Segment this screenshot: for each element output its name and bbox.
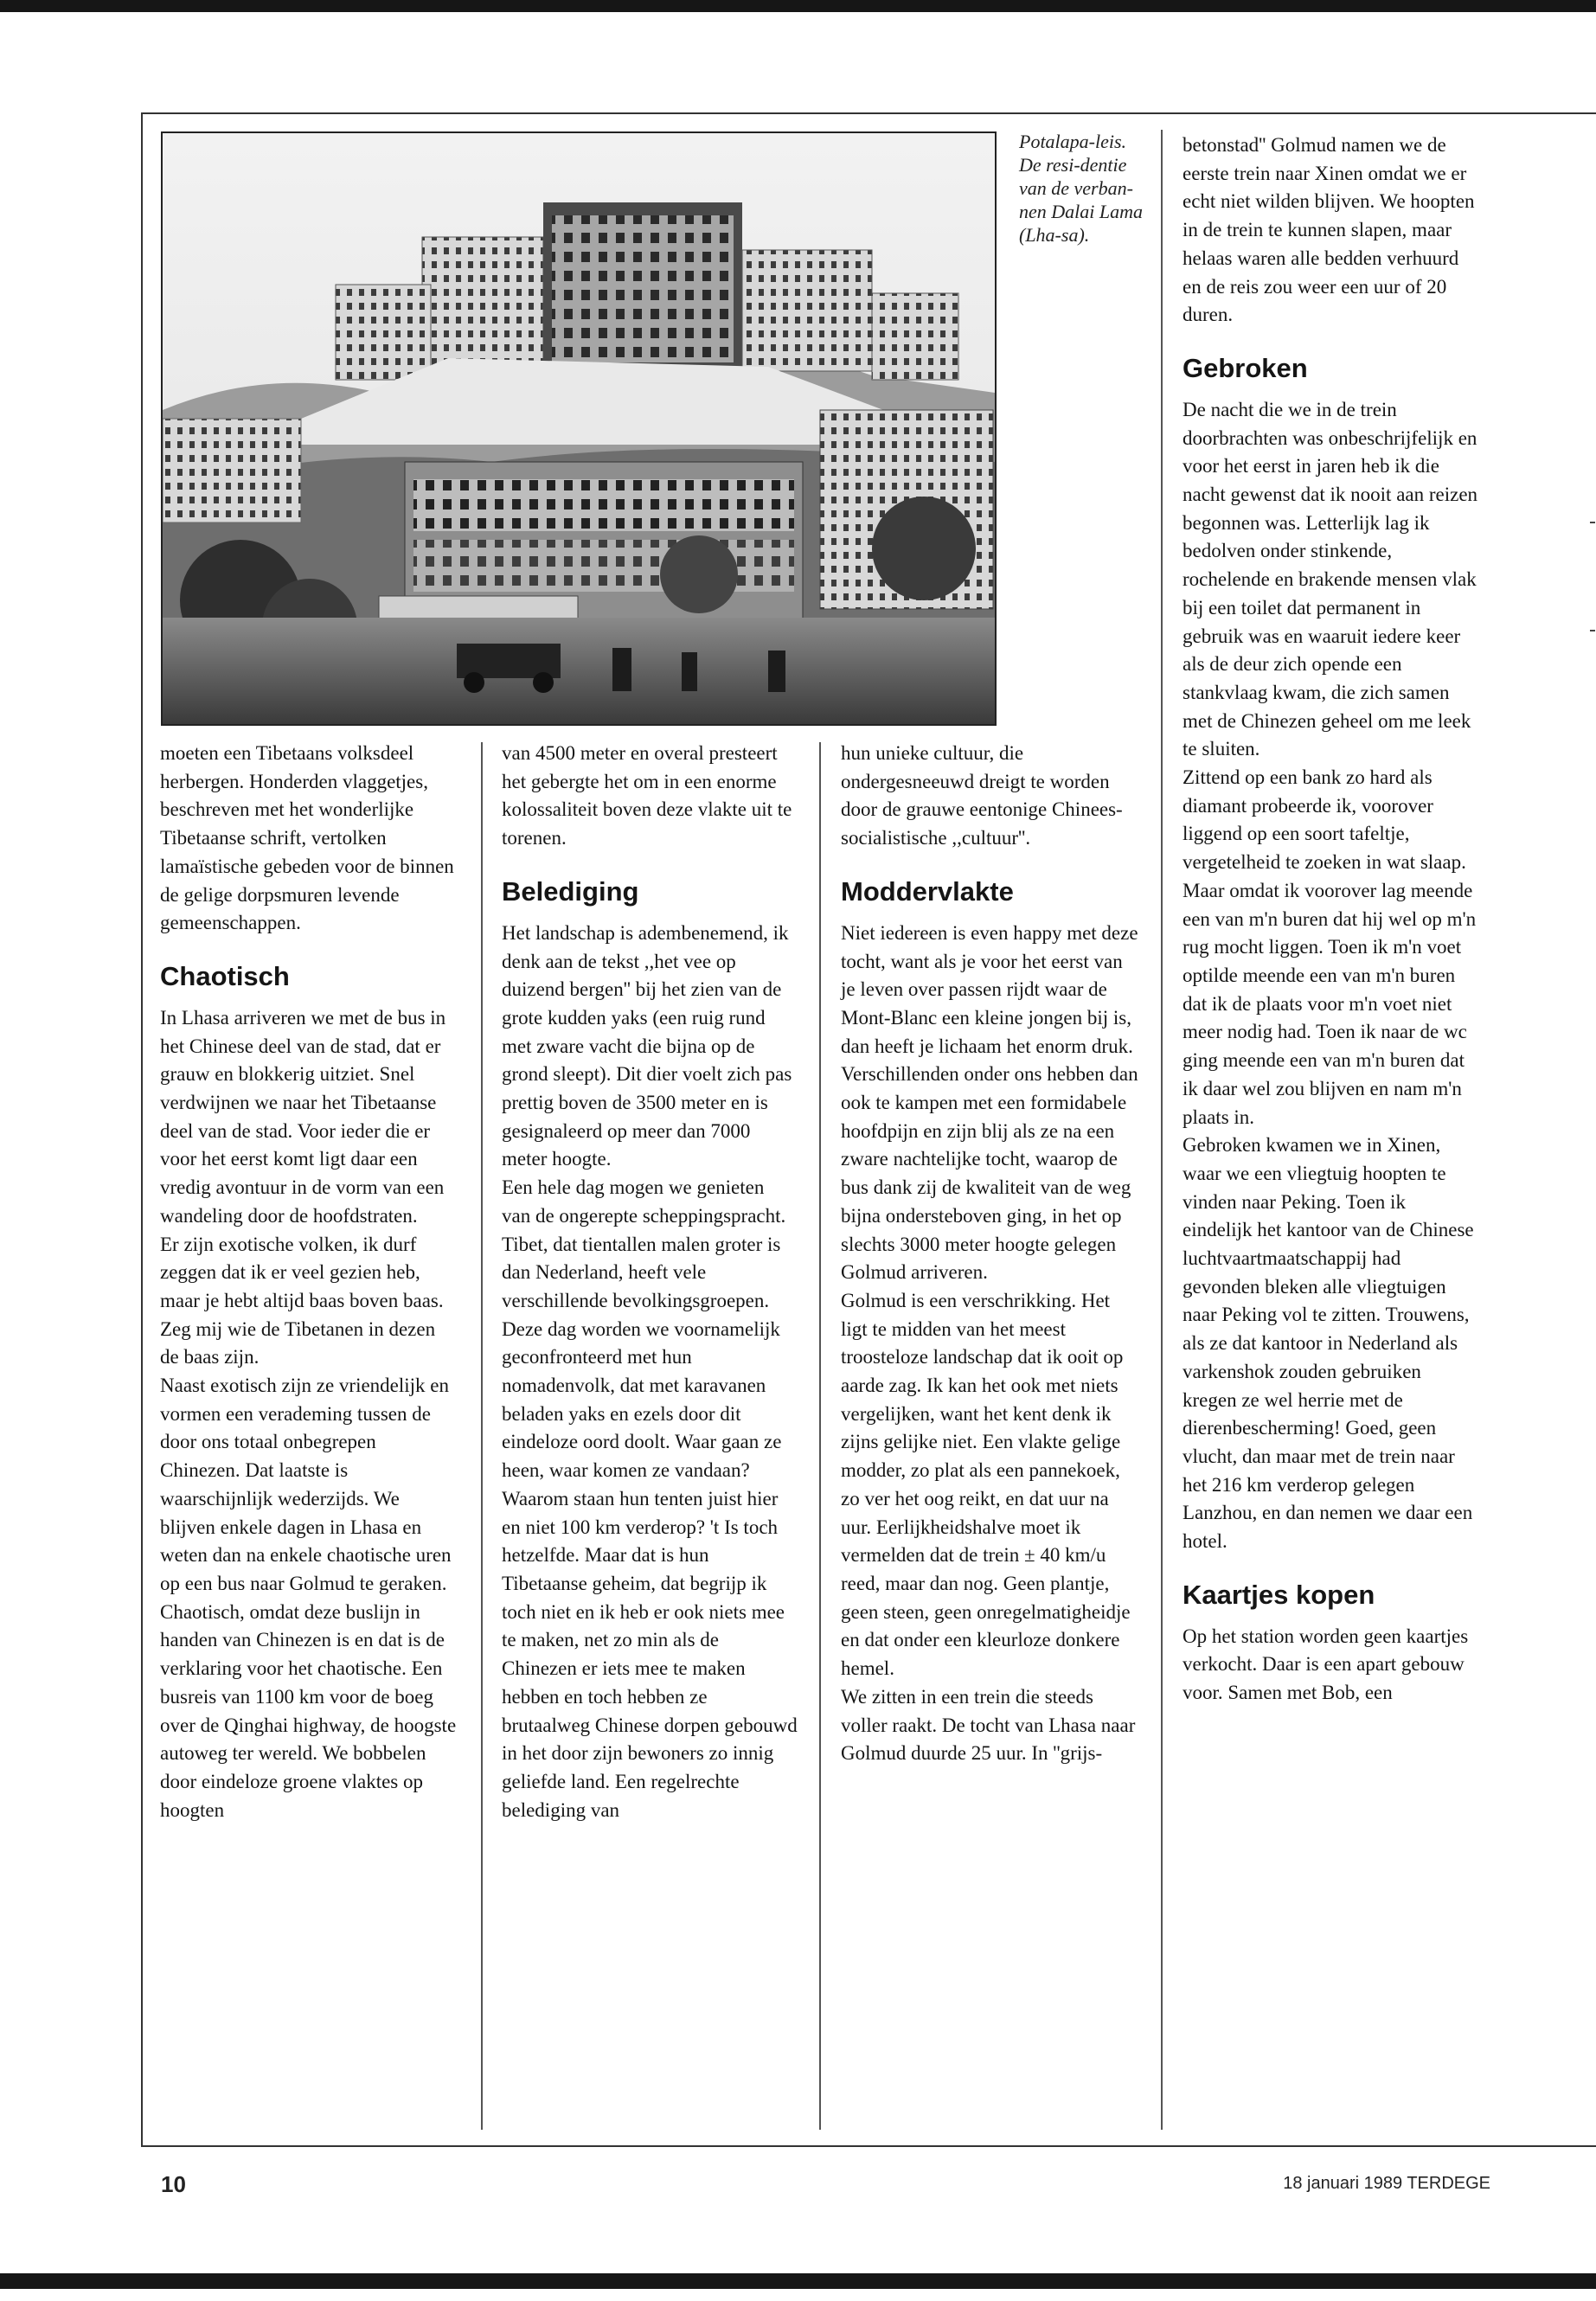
column-rule: [819, 742, 821, 2130]
paragraph: Maar omdat ik voorover lag meende een van m'n buren dat hij wel op m'n rug mocht liggen. Toen ik m'n voet optilde meende een van m'n buren dat ik de plaats voor m'n voet niet meer nodig had. Toen ik naar de wc ging meende een van m'n buren dat ik daar wel zou blijven en nam m'n plaats in.: [1183, 879, 1477, 1128]
paragraph: hun unieke cultuur, die ondergesneeuwd dreigt te worden door de grauwe eentonige Chinees-socialistische ,,cultuur''.: [841, 742, 1123, 849]
paragraph: De nacht die we in de trein doorbrachten was onbeschrijfelijk en voor het eerst in jaren heb ik die nacht gewenst dat ik nooit aan reizen begonnen was. Letterlijk lag ik bedolven onder stinkende, rochelende en brakende mensen vlak bij een toilet dat permanent in gebruik was en waaruit iedere keer als de deur zich opende een stankvlaag kwam, die zich samen met de Chinezen geheel om me leek te sluiten.: [1183, 398, 1478, 760]
column-rule: [1161, 130, 1163, 2130]
paragraph: Er zijn exotische volken, ik durf zeggen dat ik er veel gezien heb, maar je hebt altijd baas boven baas. Zeg mij wie de Tibetanen in dezen de baas zijn.: [160, 1233, 444, 1368]
potala-palace-photo: [161, 131, 997, 726]
paragraph: Niet iedereen is even happy met deze tocht, want als je voor het eerst van je leven over passen rijdt waar de Mont-Blanc een kleine jongen bij is, dan heeft je lichaam het enorm druk. Verschillenden onder ons hebben dan ook te kampen met een formidabele hoofdpijn en zijn blij als ze na een zware nachtelijke tocht, waarop de bus dank zij de kwaliteit van de weg bijna ondersteboven ging, in het op slechts 3000 meter hoogte gelegen Golmud arriveren.: [841, 921, 1138, 1284]
paragraph: Het landschap is adembenemend, ik denk aan de tekst ,,het vee op duizend bergen'' bij het zien van de grote kudden yaks (een ruig rund met zware vacht die bijna op de grond sleept). Dit dier voelt zich pas prettig boven de 3500 meter en is gesignaleerd op meer dan 7000 meter hoogte.: [502, 921, 792, 1170]
article-column-1: [160, 740, 458, 1824]
section-heading-kaartjes-kopen: Kaartjes kopen: [1183, 1579, 1375, 1610]
paragraph: moeten een Tibetaans volksdeel herbergen. Honderden vlaggetjes, beschreven met het wonderlijke Tibetaanse schrift, vertolken lamaïstische gebeden voor de binnen de gelige dorpsmuren levende gemeenschappen.: [160, 742, 454, 934]
frame-bottom-rule: [141, 2145, 1596, 2147]
paragraph: Waarom staan hun tenten juist hier en niet 100 km verderop? 't Is toch hetzelfde. Maar dat is hun Tibetaanse geheim, dat begrijp ik toch niet en ik heb er ook niets mee te maken, net zo min als de Chinezen er iets mee te maken hebben en toch hebben ze brutaalweg Chinese dorpen gebouwd in het door zijn bewoners zo innig geliefde land. Een regelrechte belediging van: [502, 1487, 798, 1821]
page-number: 10: [161, 2171, 186, 2197]
section-heading-belediging: Belediging: [502, 875, 639, 907]
article-column-2: [502, 740, 798, 1824]
column-rule: [481, 742, 483, 2130]
paragraph: Zittend op een bank zo hard als diamant probeerde ik, voorover liggend op een soort tafeltje, vergetelheid te zoeken in wat slaap.: [1183, 766, 1466, 874]
paragraph: van 4500 meter en overal presteert het gebergte het om in een enorme kolossaliteit boven deze vlakte uit te torenen.: [502, 742, 792, 849]
article-column-4: [1183, 131, 1480, 1708]
paragraph: betonstad'' Golmud namen we de eerste trein naar Xinen omdat we er echt niet wilden blijven. We hoopten in de trein te kunnen slapen, maar helaas waren alle bedden verhuurd en de reis zou weer een uur of 20 duren.: [1183, 134, 1475, 326]
paragraph: Naast exotisch zijn ze vriendelijk en vormen een verademing tussen de door ons totaal onbegrepen Chinezen. Dat laatste is waarschijnlijk wederzijds. We blijven enkele dagen in Lhasa en weten dan na enkele chaotische uren op een bus naar Golmud te geraken. Chaotisch, omdat deze buslijn in handen van Chinezen is en dat is de verklaring voor het chaotische. Een busreis van 1100 km voor de boeg over de Qinghai highway, de hoogste autoweg ter wereld. We bobbelen door eindeloze groene vlaktes op hoogten: [160, 1375, 457, 1821]
paragraph: Gebroken kwamen we in Xinen, waar we een vliegtuig hoopten te vinden naar Peking. Toen ik eindelijk het kantoor van de Chinese luchtvaartmaatschappij had gevonden bleken alle vliegtuigen naar Peking vol te zitten. Trouwens, als ze dat kantoor in Nederland als varkenshok zouden gebruiken kregen ze wel herrie met de dierenbescherming! Goed, geen vlucht, dan maar met de trein naar het 216 km verderop gelegen Lanzhou, en dan nemen we daar een hotel.: [1183, 1134, 1474, 1553]
bottom-border-rule: [0, 2273, 1596, 2289]
edge-mark: [1590, 630, 1595, 631]
article-column-3: [841, 740, 1139, 1768]
edge-mark: [1590, 522, 1595, 523]
paragraph: We zitten in een trein die steeds voller raakt. De tocht van Lhasa naar Golmud duurde 25 uur. In ''grijs-: [841, 1685, 1136, 1765]
paragraph: Een hele dag mogen we genieten van de ongerepte scheppingspracht. Tibet, dat tientallen malen groter is dan Nederland, heeft vele verschillende bevolkingsgroepen. Deze dag worden we voornamelijk geconfronteerd met hun nomadenvolk, dat met karavanen beladen yaks en ezels door dit eindeloze oord doolt. Waar gaan ze heen, waar komen ze vandaan?: [502, 1176, 786, 1482]
section-heading-chaotisch: Chaotisch: [160, 960, 290, 991]
section-heading-gebroken: Gebroken: [1183, 352, 1308, 383]
issue-date-footer: 18 januari 1989 TERDEGE: [1283, 2174, 1490, 2193]
frame-top-rule: [141, 112, 1596, 114]
top-border-rule: [0, 0, 1596, 12]
photo-caption: Potalapa-leis. De resi-dentie van de verban-nen Dalai Lama (Lha-sa).: [1019, 131, 1143, 246]
photo-illustration: [163, 133, 995, 724]
section-heading-moddervlakte: Moddervlakte: [841, 875, 1014, 907]
frame-left-rule: [141, 112, 143, 2147]
paragraph: Golmud is een verschrikking. Het ligt te midden van het meest troosteloze landschap dat ik ooit op aarde zag. Ik kan het ook met niets vergelijken, want het kent denk ik zijns gelijke niet. Een vlakte gelige modder, zo plat als een pannekoek, zo ver het oog reikt, en dat uur na uur. Eerlijkheidshalve moet ik vermelden dat de trein ± 40 km/u reed, maar dan nog. Geen plantje, geen steen, geen onregelmatigheidje en dat onder een kleurloze donkere hemel.: [841, 1289, 1131, 1680]
paragraph: Op het station worden geen kaartjes verkocht. Daar is een apart gebouw voor. Samen met Bob, een: [1183, 1625, 1469, 1704]
paragraph: In Lhasa arriveren we met de bus in het Chinese deel van de stad, dat er grauw en blokkerig uitziet. Snel verdwijnen we naar het Tibetaanse deel van de stad. Voor ieder die er voor het eerst komt ligt daar een vredig avontuur in de vorm van een wandeling door de hoofdstraten.: [160, 1006, 446, 1227]
